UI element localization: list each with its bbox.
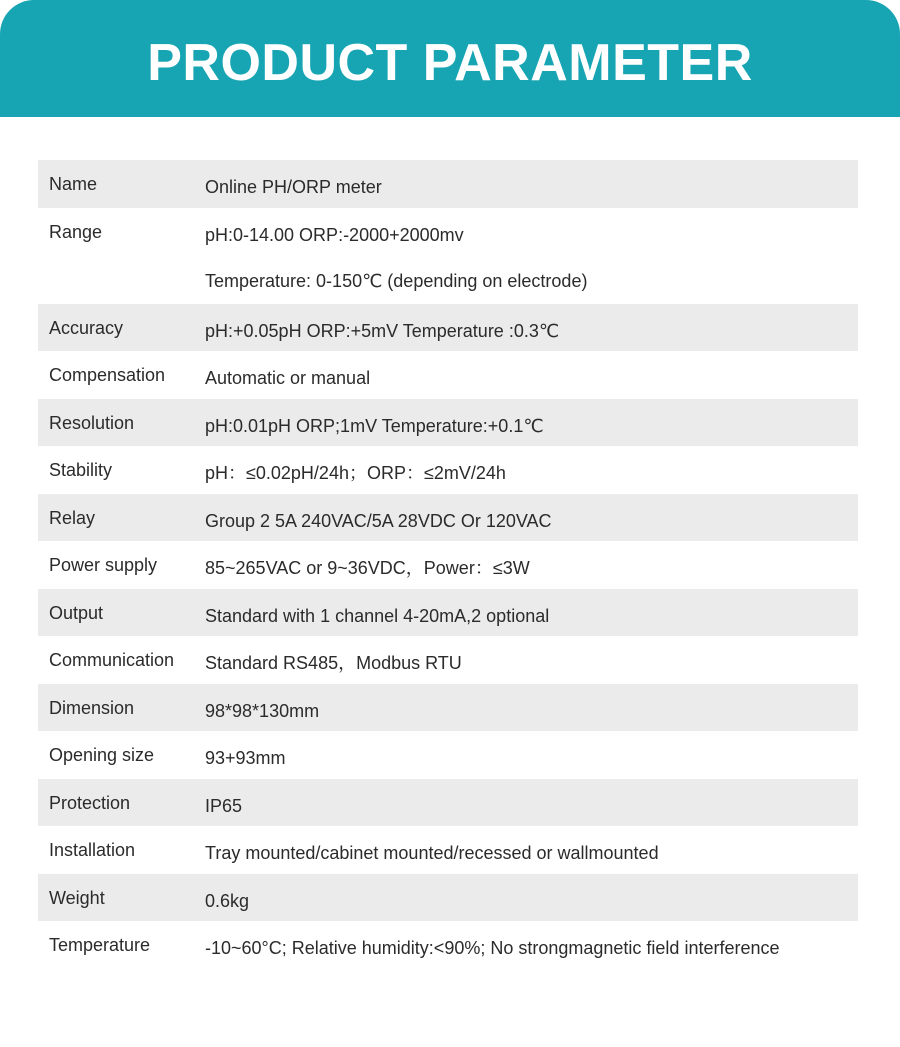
param-value: Standard with 1 channel 4-20mA,2 optional <box>205 605 550 626</box>
param-row-installation <box>38 826 858 874</box>
param-label: Power supply <box>49 555 158 575</box>
param-value: 93+93mm <box>205 748 286 768</box>
param-value: pH：≤0.02pH/24h；ORP：≤2mV/24h <box>205 463 506 483</box>
param-label: Installation <box>49 840 136 860</box>
param-label: Communication <box>49 650 175 670</box>
param-value: Tray mounted/cabinet mounted/recessed or wallmounted <box>205 843 659 863</box>
param-label: Stability <box>49 460 113 480</box>
param-value-secondary: Temperature: 0-150℃ (depending on electrode) <box>205 270 588 291</box>
param-value: Group 2 5A 240VAC/5A 28VDC Or 120VAC <box>205 510 552 531</box>
param-row-resolution <box>38 399 858 447</box>
param-row-compensation <box>38 351 858 399</box>
param-label: Output <box>49 602 104 623</box>
param-row-communication <box>38 636 858 684</box>
param-row-relay <box>38 494 858 542</box>
param-label: Compensation <box>49 365 166 385</box>
param-row-name <box>38 160 858 208</box>
param-value: pH:0.01pH ORP;1mV Temperature:+0.1℃ <box>205 415 544 436</box>
param-label: Range <box>49 221 103 242</box>
header-banner <box>0 0 900 117</box>
parameter-table <box>38 160 858 969</box>
param-label: Resolution <box>49 412 135 433</box>
param-value: 98*98*130mm <box>205 700 320 721</box>
param-value: Standard RS485，Modbus RTU <box>205 653 462 673</box>
param-row-range <box>38 208 858 304</box>
param-row-power-supply <box>38 541 858 589</box>
param-value: IP65 <box>205 795 243 816</box>
page-title: PRODUCT PARAMETER <box>147 33 753 92</box>
param-row-opening-size <box>38 731 858 779</box>
param-row-stability <box>38 446 858 494</box>
param-label: Dimension <box>49 697 135 718</box>
param-value: -10~60°C; Relative humidity:<90%; No strongmagnetic field interference <box>205 938 780 958</box>
param-value: 85~265VAC or 9~36VDC，Power：≤3W <box>205 558 530 578</box>
param-label: Temperature <box>49 935 151 955</box>
param-value: pH:0-14.00 ORP:-2000+2000mv <box>205 224 464 245</box>
param-row-protection <box>38 779 858 827</box>
param-label: Opening size <box>49 745 155 765</box>
param-row-dimension <box>38 684 858 732</box>
param-value: 0.6kg <box>205 890 250 911</box>
param-label: Weight <box>49 887 105 908</box>
param-row-weight <box>38 874 858 922</box>
param-row-output <box>38 589 858 637</box>
param-value: Automatic or manual <box>205 368 371 388</box>
param-label: Accuracy <box>49 317 124 338</box>
param-label: Name <box>49 174 98 194</box>
param-value: pH:+0.05pH ORP:+5mV Temperature :0.3℃ <box>205 320 560 341</box>
param-label: Relay <box>49 507 96 528</box>
param-row-accuracy <box>38 304 858 352</box>
param-value: Online PH/ORP meter <box>205 177 382 197</box>
param-label: Protection <box>49 792 131 813</box>
param-row-temperature <box>38 921 858 969</box>
